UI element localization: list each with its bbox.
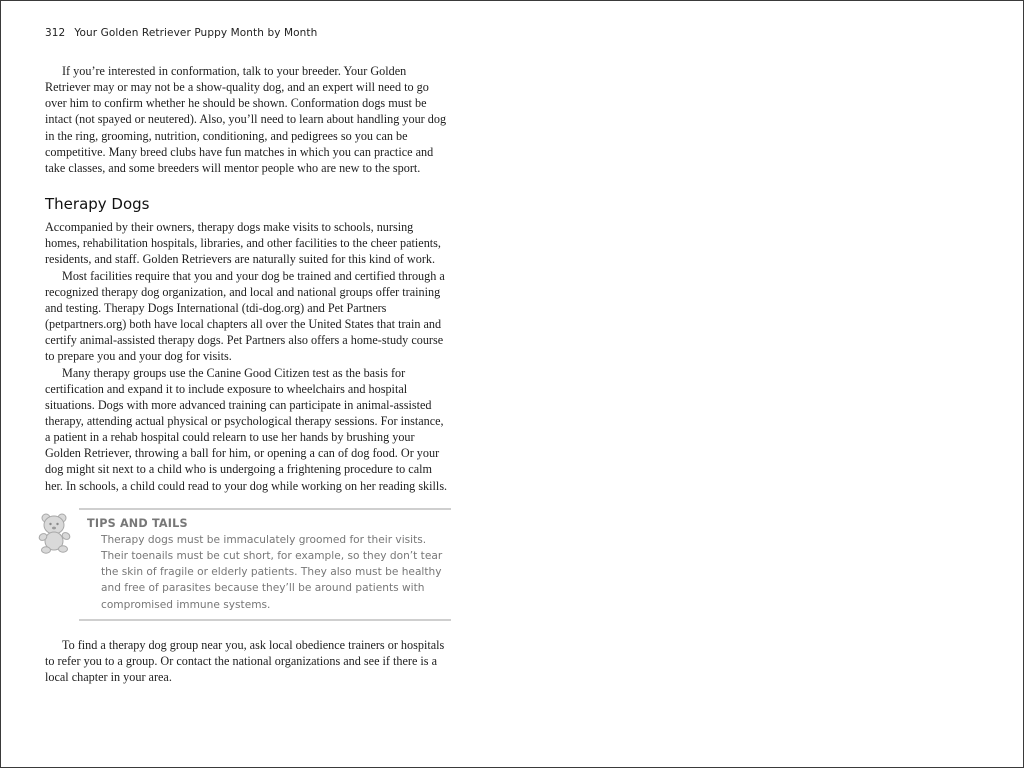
section-heading: Therapy Dogs [45,195,150,214]
paragraph-therapy-groups: Many therapy groups use the Canine Good Citizen test as the basis for certification and expand it to include exposure to wheelchairs and hospital situations. Dogs with more advanced training can participate in animal-assisted therapy, attending actual physical or psychological therapy sessions. For instance, a patient in a rehab hospital could relearn to use her hands by brushing your Golden Retriever, throwing a ball for him, or opening a can of dog food. Or your dog might sit next to a child who is undergoing a frightening procedure to calm her. In schools, a child could read to your dog while working on her reading skills. [45,365,448,493]
book-title: Your Golden Retriever Puppy Month by Month [74,27,318,39]
page-number: 312 [45,27,66,39]
paragraph-therapy-certification: Most facilities require that you and your dog be trained and certified through a recognized therapy dog organization, and local and national groups offer training and testing. Therapy Dogs International (tdi-dog.org) and Pet Partners (petpartners.org) both have local chapters all over the United States that train and certify animal-assisted therapy dogs. Pet Partners also offers a home-study course to prepare you and your dog for visits. [45,268,445,364]
paragraph-therapy-intro: Accompanied by their owners, therapy dogs make visits to schools, nursing homes, rehabilitation hospitals, libraries, and other facilities to the cheer patients, residents, and staff. Golden Retrievers are naturally suited for this kind of work. [45,220,441,267]
page-content [45,63,451,685]
running-head [45,27,317,39]
tip-title: TIPS AND TAILS [87,516,188,530]
teddy-bear-icon [37,512,75,554]
paragraph-conformation: If you’re interested in conformation, talk to your breeder. Your Golden Retriever may or may not be a show-quality dog, and an expert will need to go over him to confirm whether he should be shown. Conformation dogs must be intact (not spayed or neutered). Also, you’ll need to learn about handling your dog in the ring, grooming, nutrition, conditioning, and pedigrees so you can be competitive. Many breed clubs have fun matches in which you can practice and take classes, and some breeders will mentor people who are new to the sport. [45,64,447,175]
tips-and-tails-box [79,508,451,621]
paragraph-final: To find a therapy dog group near you, ask local obedience trainers or hospitals to refer you to a group. Or contact the national organizations and see if there is a local chapter in your area. [45,637,445,685]
tip-text: Therapy dogs must be immaculately groomed for their visits. Their toenails must be cut short, for example, so they don’t tear the skin of fragile or elderly patients. They also must be healthy and free of parasites because they’ll be around patients with compromised immune systems. [101,533,443,611]
